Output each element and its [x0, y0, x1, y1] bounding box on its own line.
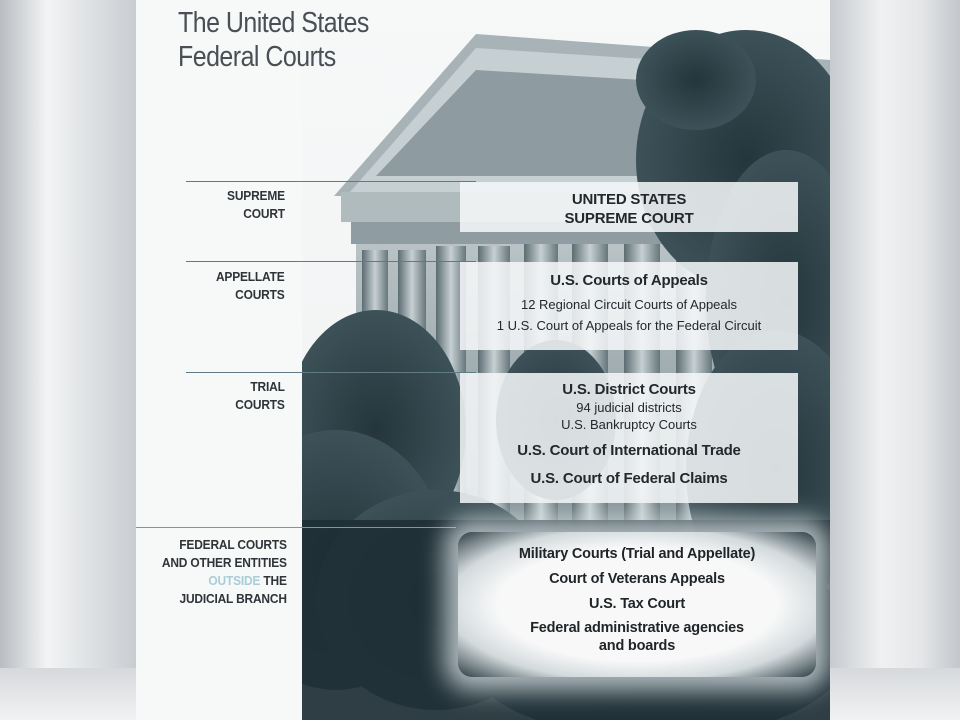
federal-courts-diagram	[136, 0, 830, 720]
trial-sub-item: 94 judicial districts	[576, 400, 682, 415]
divider-outside	[136, 527, 456, 528]
label-line: COURTS	[235, 397, 285, 412]
divider-trial	[186, 372, 476, 373]
trial-other-court: U.S. Court of Federal Claims	[530, 470, 728, 487]
label-line: SUPREME	[227, 188, 285, 203]
divider-appellate	[186, 261, 476, 262]
right-pillar-background	[830, 0, 960, 720]
label-outside-judicial-branch	[162, 536, 287, 608]
left-pillar-background	[0, 0, 136, 720]
diagram-title	[178, 6, 369, 74]
outside-item: Federal administrative agencies	[530, 620, 744, 636]
appellate-heading: U.S. Courts of Appeals	[550, 272, 708, 289]
appellate-item: 12 Regional Circuit Courts of Appeals	[520, 297, 738, 312]
supreme-line-1: UNITED STATES	[571, 191, 687, 208]
title-line-2: Federal Courts	[178, 41, 336, 73]
supreme-court-box	[460, 182, 798, 232]
supreme-line-2: SUPREME COURT	[564, 210, 694, 227]
outside-item: U.S. Tax Court	[588, 596, 686, 612]
label-line: COURT	[243, 206, 285, 221]
trial-sub-item: U.S. Bankruptcy Courts	[561, 417, 697, 432]
outside-item: Military Courts (Trial and Appellate)	[518, 546, 756, 562]
appellate-item: 1 U.S. Court of Appeals for the Federal Circuit	[496, 318, 762, 333]
trial-other-court: U.S. Court of International Trade	[517, 442, 741, 459]
label-line	[162, 572, 287, 590]
outside-item: Court of Veterans Appeals	[549, 571, 725, 587]
outside-highlight: OUTSIDE	[208, 573, 261, 588]
label-line: COURTS	[235, 287, 285, 302]
label-line: JUDICIAL BRANCH	[179, 591, 287, 606]
label-line: TRIAL	[250, 379, 285, 394]
label-trial-courts	[236, 378, 285, 414]
label-word: THE	[263, 573, 287, 588]
trial-heading: U.S. District Courts	[562, 381, 696, 398]
label-supreme-court	[227, 187, 285, 223]
label-appellate-courts	[216, 268, 285, 304]
label-line: APPELLATE	[216, 269, 285, 284]
label-line: FEDERAL COURTS	[179, 537, 287, 552]
outside-item: and boards	[598, 638, 676, 654]
trial-courts-box	[460, 373, 798, 503]
appellate-courts-box	[460, 262, 798, 350]
label-line: AND OTHER ENTITIES	[162, 555, 287, 570]
outside-entities-box	[458, 532, 816, 677]
title-line-1: The United States	[178, 7, 369, 39]
divider-supreme	[186, 181, 476, 182]
